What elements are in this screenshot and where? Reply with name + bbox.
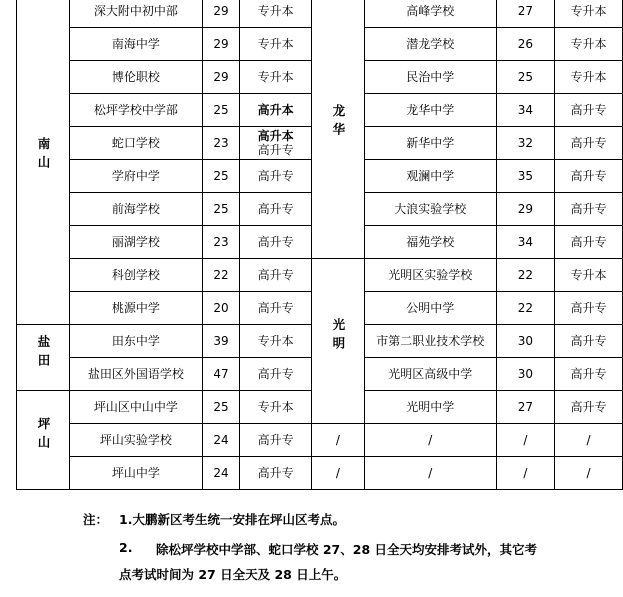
right-school-cell	[364, 358, 496, 391]
table-body	[17, 0, 623, 490]
left-region-name: 盐田	[36, 334, 51, 372]
right-school-name: 福苑学校	[406, 235, 455, 249]
left-count-cell	[202, 160, 240, 193]
right-count-cell	[496, 28, 554, 61]
right-school-name: 光明中学	[406, 400, 455, 414]
right-count: 27	[517, 4, 533, 18]
right-count: 32	[517, 136, 533, 150]
left-count-cell	[202, 94, 240, 127]
right-school-name: 高峰学校	[406, 4, 455, 18]
left-count: 22	[213, 268, 229, 282]
right-school-cell	[364, 391, 496, 424]
right-school-cell	[364, 292, 496, 325]
table-row	[17, 0, 623, 28]
right-count: 27	[517, 400, 533, 414]
left-count: 29	[213, 4, 229, 18]
empty-cell	[364, 424, 496, 457]
left-count: 25	[213, 202, 229, 216]
left-school-cell	[70, 424, 203, 457]
right-type-cell	[555, 325, 623, 358]
right-type-cell	[555, 259, 623, 292]
left-type: 专升本	[257, 70, 294, 84]
left-school-cell	[70, 193, 203, 226]
left-type-line: 高升专	[257, 143, 294, 157]
right-school-name: 观澜中学	[406, 169, 455, 183]
left-count: 47	[213, 367, 229, 381]
right-type: 高升专	[570, 367, 607, 381]
right-count-cell	[496, 0, 554, 28]
left-type-line: 高升本	[257, 129, 294, 143]
right-school-cell	[364, 61, 496, 94]
right-school-cell	[364, 259, 496, 292]
right-type: 高升专	[570, 202, 607, 216]
empty-cell	[364, 457, 496, 490]
right-school-name: 民治中学	[406, 70, 455, 84]
right-school-name: 潜龙学校	[406, 37, 455, 51]
left-school-cell	[70, 259, 203, 292]
right-type-cell	[555, 160, 623, 193]
left-count: 25	[213, 103, 229, 117]
right-count-cell	[496, 325, 554, 358]
right-type: 高升专	[570, 334, 607, 348]
empty-cell	[311, 457, 364, 490]
right-region-cell	[311, 0, 364, 259]
right-region-name: 光明	[330, 318, 346, 355]
right-type: 高升专	[570, 169, 607, 183]
left-type-cell	[240, 94, 312, 127]
right-type-cell	[555, 94, 623, 127]
left-type: 高升专	[257, 268, 294, 282]
right-count: 35	[517, 169, 533, 183]
left-type-cell	[240, 292, 312, 325]
left-count-cell	[202, 61, 240, 94]
left-school-name: 坪山实验学校	[99, 433, 172, 447]
right-count-cell	[496, 391, 554, 424]
left-school-name: 深大附中初中部	[93, 4, 178, 18]
left-type-cell	[240, 259, 312, 292]
empty-cell	[311, 424, 364, 457]
right-count: 30	[517, 367, 533, 381]
right-type-cell	[555, 193, 623, 226]
left-school-cell	[70, 127, 203, 160]
empty-mark: /	[523, 466, 528, 480]
right-school-cell	[364, 28, 496, 61]
left-school-cell	[70, 391, 203, 424]
left-count: 20	[213, 301, 229, 315]
left-count: 25	[213, 169, 229, 183]
left-type-cell	[240, 424, 312, 457]
left-count-cell	[202, 391, 240, 424]
right-type: 专升本	[570, 4, 607, 18]
note-line-3: 点考试时间为 27 日全天及 28 日上午。	[119, 567, 347, 582]
right-count-cell	[496, 226, 554, 259]
empty-mark: /	[586, 466, 591, 480]
right-count: 34	[517, 103, 533, 117]
right-school-name: 新华中学	[406, 136, 455, 150]
right-type: 高升专	[570, 301, 607, 315]
left-school-name: 丽湖学校	[111, 235, 160, 249]
right-school-name: 大浪实验学校	[394, 202, 467, 216]
left-count-cell	[202, 0, 240, 28]
left-school-name: 松坪学校中学部	[93, 103, 178, 117]
left-count-cell	[202, 127, 240, 160]
right-count-cell	[496, 358, 554, 391]
left-school-name: 前海学校	[111, 202, 160, 216]
right-school-cell	[364, 193, 496, 226]
left-count: 29	[213, 70, 229, 84]
left-type-cell	[240, 391, 312, 424]
right-count: 30	[517, 334, 533, 348]
left-count: 24	[213, 433, 229, 447]
right-type-cell	[555, 127, 623, 160]
right-type: 专升本	[570, 70, 607, 84]
right-school-name: 龙华中学	[406, 103, 455, 117]
right-count-cell	[496, 127, 554, 160]
left-count-cell	[202, 259, 240, 292]
left-count-cell	[202, 358, 240, 391]
left-type: 高升专	[257, 433, 294, 447]
left-count-cell	[202, 193, 240, 226]
left-count: 29	[213, 37, 229, 51]
right-count: 25	[517, 70, 533, 84]
left-region-cell	[17, 0, 70, 325]
note-line-1: 1.大鹏新区考生统一安排在坪山区考点。	[119, 512, 345, 527]
left-school-cell	[70, 457, 203, 490]
left-school-cell	[70, 325, 203, 358]
right-count: 34	[517, 235, 533, 249]
right-type-cell	[555, 226, 623, 259]
left-count-cell	[202, 457, 240, 490]
left-count: 39	[213, 334, 229, 348]
left-school-cell	[70, 94, 203, 127]
left-count-cell	[202, 325, 240, 358]
empty-cell	[496, 424, 554, 457]
empty-mark: /	[428, 433, 433, 447]
empty-mark: /	[335, 466, 340, 480]
left-type-cell	[240, 325, 312, 358]
left-count: 23	[213, 136, 229, 150]
left-type-cell	[240, 61, 312, 94]
right-type: 专升本	[570, 268, 607, 282]
left-count-cell	[202, 292, 240, 325]
right-type-cell	[555, 358, 623, 391]
right-school-name: 公明中学	[406, 301, 455, 315]
left-type: 专升本	[257, 4, 294, 18]
table-row	[17, 424, 623, 457]
left-region-name: 南山	[36, 136, 51, 174]
right-count-cell	[496, 193, 554, 226]
right-count-cell	[496, 292, 554, 325]
left-type: 高升专	[257, 235, 294, 249]
left-school-name: 田东中学	[111, 334, 160, 348]
left-school-name: 盐田区外国语学校	[87, 367, 184, 381]
left-count: 23	[213, 235, 229, 249]
note-2-number: 2.	[119, 540, 133, 555]
right-type: 高升专	[570, 136, 607, 150]
left-type: 高升专	[257, 169, 294, 183]
left-count-cell	[202, 226, 240, 259]
right-type-cell	[555, 61, 623, 94]
left-school-name: 科创学校	[111, 268, 160, 282]
left-school-name: 坪山中学	[111, 466, 160, 480]
left-type: 高升专	[257, 301, 294, 315]
right-type-cell	[555, 28, 623, 61]
right-count-cell	[496, 94, 554, 127]
right-count-cell	[496, 160, 554, 193]
left-type-cell	[240, 226, 312, 259]
left-type: 高升专	[257, 202, 294, 216]
left-type: 专升本	[257, 37, 294, 51]
right-count: 26	[517, 37, 533, 51]
right-school-cell	[364, 160, 496, 193]
left-type: 高升专	[257, 367, 294, 381]
table-row	[17, 457, 623, 490]
left-count: 24	[213, 466, 229, 480]
right-school-name: 光明区高级中学	[388, 367, 473, 381]
right-type: 高升专	[570, 103, 607, 117]
left-school-cell	[70, 358, 203, 391]
right-type-cell	[555, 0, 623, 28]
right-school-name: 光明区实验学校	[388, 268, 473, 282]
table-row	[17, 259, 623, 292]
empty-mark: /	[523, 433, 528, 447]
left-count: 25	[213, 400, 229, 414]
left-type-cell	[240, 0, 312, 28]
empty-cell	[555, 424, 623, 457]
left-region-name: 坪山	[36, 417, 51, 454]
right-school-cell	[364, 325, 496, 358]
left-type: 专升本	[257, 400, 294, 414]
right-school-cell	[364, 127, 496, 160]
left-type-cell	[240, 193, 312, 226]
left-school-name: 桃源中学	[111, 301, 160, 315]
right-count-cell	[496, 259, 554, 292]
notes-label: 注：	[83, 512, 109, 527]
right-type: 高升专	[570, 235, 607, 249]
left-count-cell	[202, 28, 240, 61]
left-type-cell	[240, 160, 312, 193]
left-school-cell	[70, 292, 203, 325]
left-school-name: 南海中学	[111, 37, 160, 51]
exam-site-table	[16, 0, 623, 490]
right-region-cell	[311, 259, 364, 424]
left-school-name: 坪山区中山中学	[93, 400, 178, 414]
left-region-cell	[17, 325, 70, 391]
left-type: 专升本	[257, 334, 294, 348]
left-type: 高升专	[257, 466, 294, 480]
left-school-name: 学府中学	[111, 169, 160, 183]
left-type-cell	[240, 127, 312, 160]
left-school-cell	[70, 160, 203, 193]
left-type-cell	[240, 28, 312, 61]
left-school-cell	[70, 61, 203, 94]
empty-mark: /	[586, 433, 591, 447]
empty-mark: /	[428, 466, 433, 480]
right-school-cell	[364, 226, 496, 259]
left-type: 高升本	[257, 103, 294, 117]
left-school-cell	[70, 0, 203, 28]
right-count-cell	[496, 61, 554, 94]
left-region-cell	[17, 391, 70, 490]
left-type-cell	[240, 358, 312, 391]
empty-cell	[496, 457, 554, 490]
right-count: 22	[517, 268, 533, 282]
left-school-cell	[70, 28, 203, 61]
left-school-name: 博伦职校	[111, 70, 160, 84]
right-count: 22	[517, 301, 533, 315]
right-type-cell	[555, 292, 623, 325]
right-type-cell	[555, 391, 623, 424]
right-school-cell	[364, 94, 496, 127]
right-type: 专升本	[570, 37, 607, 51]
right-count: 29	[517, 202, 533, 216]
right-type: 高升专	[570, 400, 607, 414]
right-school-name: 市第二职业技术学校	[376, 334, 485, 348]
left-count-cell	[202, 424, 240, 457]
empty-mark: /	[335, 433, 340, 447]
right-school-cell	[364, 0, 496, 28]
empty-cell	[555, 457, 623, 490]
left-type-cell	[240, 457, 312, 490]
left-school-name: 蛇口学校	[111, 136, 160, 150]
left-school-cell	[70, 226, 203, 259]
note-line-2: 除松坪学校中学部、蛇口学校 27、28 日全天均安排考试外，其它考	[156, 542, 537, 557]
right-region-name: 龙华	[330, 103, 346, 141]
